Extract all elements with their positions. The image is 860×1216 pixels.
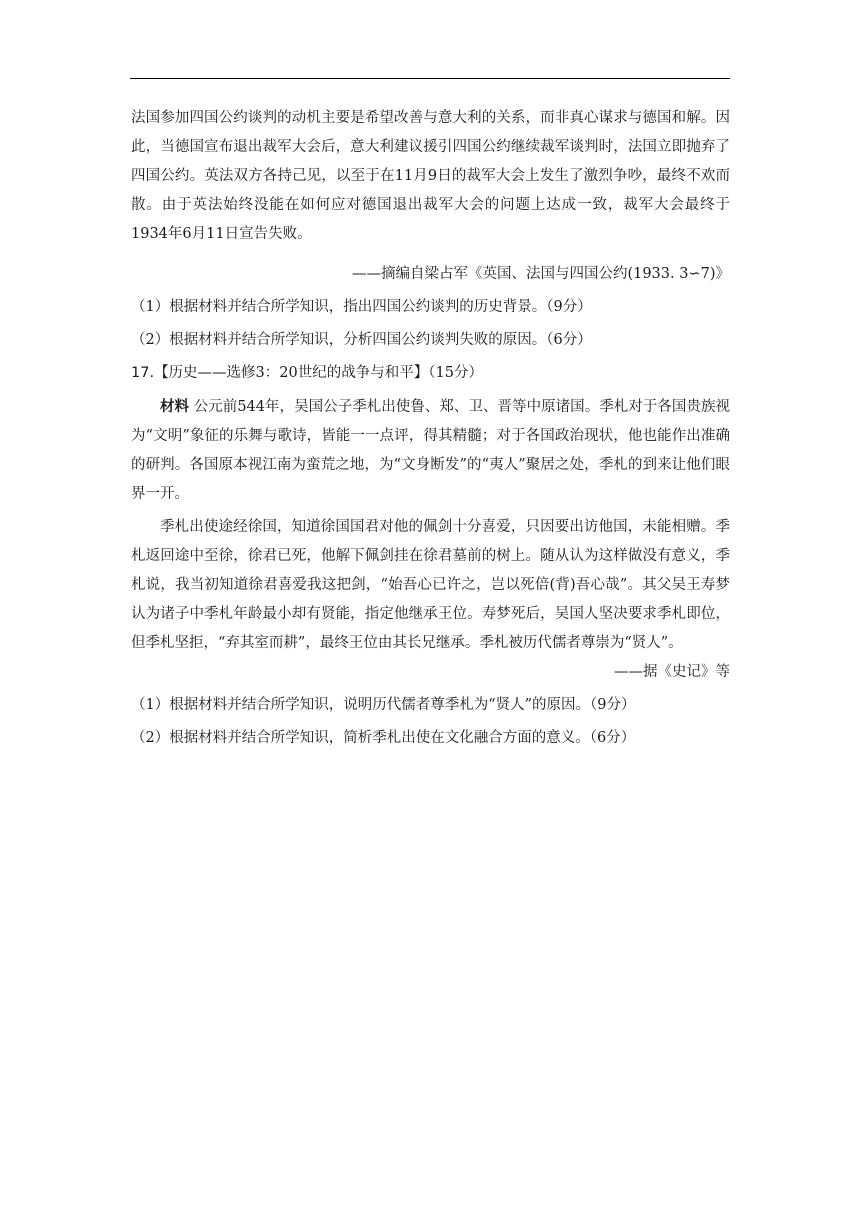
question-17-number: 17.: [131, 365, 155, 381]
material-paragraph-1-text: 公元前544年，吴国公子季札出使鲁、郑、卫、晋等中原诸国。季札对于各国贵族视为“文明”象征的乐舞与歌诗，皆能一一点评，得其精髓；对于各国政治现状，他也能作出准确的研判。各国原本视江南为蛮荒之地，为“文身断发”的“夷人”聚居之处，季札的到来让他们眼界一开。: [131, 399, 730, 502]
question-17-1: （1）根据材料并结合所学知识，说明历代儒者尊季札为“贤人”的原因。（9分）: [131, 697, 636, 713]
header-rule: [130, 78, 730, 79]
material-paragraph-1: [131, 392, 730, 509]
passage-a-paragraph: 法国参加四国公约谈判的动机主要是希望改善与意大利的关系，而非真心谋求与德国和解。因此，当德国宣布退出裁军大会后，意大利建议援引四国公约继续裁军谈判时，法国立即抛弃了四国公约。英法双方各持己见，以至于在11月9日的裁军大会上发生了激烈争吵，最终不欢而散。由于英法始终没能在如何应对德国退出裁军大会的问题上达成一致，裁军大会最终于1934年6月11日宣告失败。: [131, 110, 730, 242]
document-body: [131, 104, 730, 753]
question-17-title: 【历史——选修3：20世纪的战争与和平】（15分）: [154, 365, 483, 381]
material-label: 材料: [160, 398, 190, 415]
material-paragraph-2: 季札出使途经徐国，知道徐国国君对他的佩剑十分喜爱，只因要出访他国，未能相赠。季札返回途中至徐，徐君已死，他解下佩剑挂在徐君墓前的树上。随从认为这样做没有意义，季札说，我当初知道徐君喜爱我这把剑，“始吾心已许之，岂以死倍(背)吾心哉”。其父吴王寿梦认为诸子中季札年龄最小却有贤能，指定他继承王位。寿梦死后，吴国人坚决要求季札即位，但季札坚拒，“弃其室而耕”，最终王位由其长兄继承。季札被历代儒者尊崇为“贤人”。: [131, 519, 730, 651]
material-source: ——据《史记》等: [614, 664, 730, 680]
question-17-2: （2）根据材料并结合所学知识，简析季札出使在文化融合方面的意义。（6分）: [131, 730, 636, 746]
question-a-1: （1）根据材料并结合所学知识，指出四国公约谈判的历史背景。（9分）: [131, 299, 592, 315]
question-17-heading: [131, 359, 730, 388]
passage-a-source: ——摘编自梁占军《英国、法国与四国公约(1933. 3∽7)》: [351, 266, 730, 282]
question-a-2: （2）根据材料并结合所学知识，分析四国公约谈判失败的原因。（6分）: [131, 332, 592, 348]
